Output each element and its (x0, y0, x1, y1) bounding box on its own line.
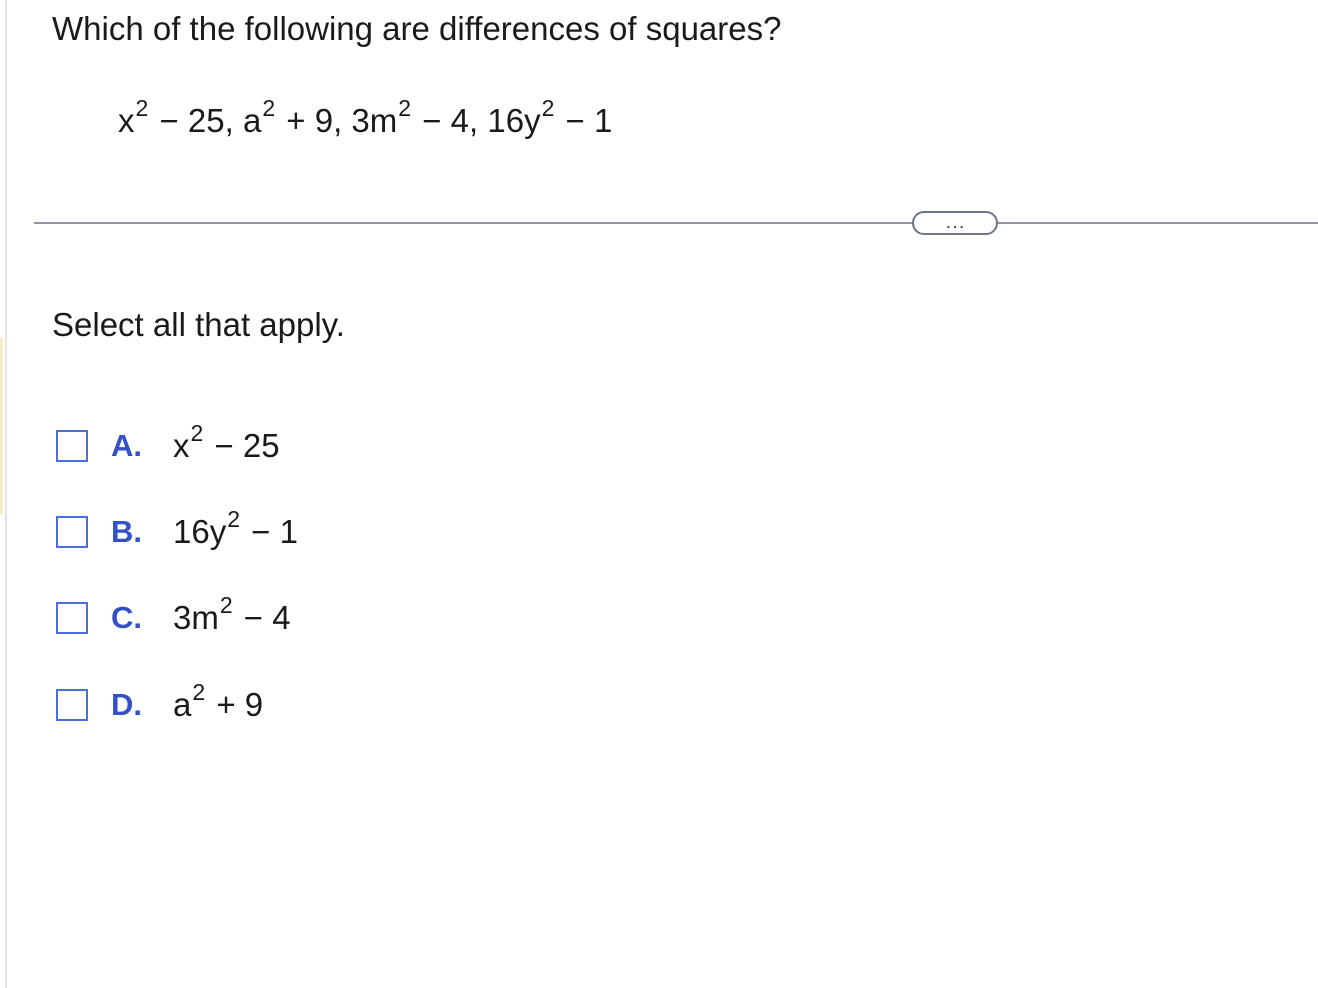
option-expression: $3m^2 - 4$ (173, 592, 291, 636)
question-prompt: Which of the following are differences of squares? (52, 10, 782, 47)
expression-item: $3m^2 - 4$, (351, 95, 479, 139)
option-letter: B. (111, 514, 142, 549)
option-expression: $16y^2 - 1$ (173, 506, 298, 550)
option-letter: C. (111, 600, 142, 635)
option-letter: D. (111, 687, 142, 722)
option-expression: $a^2 + 9$ (173, 679, 264, 723)
checkbox-d[interactable] (56, 689, 88, 721)
expression-list (118, 95, 613, 140)
left-border (5, 0, 7, 988)
more-options-button[interactable] (912, 211, 998, 235)
expression-item: $16y^2 - 1$ (487, 95, 613, 139)
checkbox-a[interactable] (56, 430, 88, 462)
option-a[interactable] (56, 420, 280, 466)
expression-item: $a^2 + 9$, (242, 95, 343, 139)
checkbox-b[interactable] (56, 516, 88, 548)
option-b[interactable] (56, 506, 298, 552)
option-expression: $x^2 - 25$ (173, 420, 280, 464)
option-d[interactable] (56, 679, 264, 725)
instruction-text: Select all that apply. (52, 306, 345, 343)
option-letter: A. (111, 428, 142, 463)
checkbox-c[interactable] (56, 602, 88, 634)
section-divider (34, 222, 1318, 224)
left-accent-bar (0, 338, 3, 514)
option-c[interactable] (56, 592, 291, 638)
expression-item: $x^2 - 25$, (118, 95, 234, 139)
ellipsis-icon: ... (946, 215, 967, 231)
